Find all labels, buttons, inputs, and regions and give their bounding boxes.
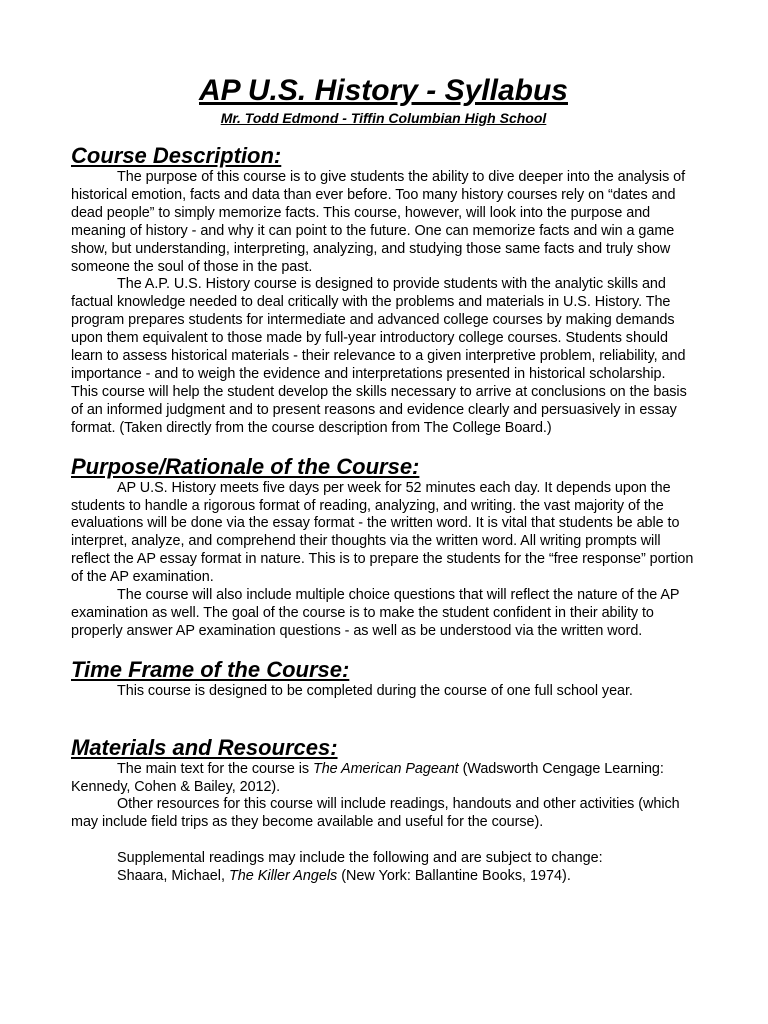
- materials-paragraph-2: Other resources for this course will include readings, handouts and other activities (which may include field trips as they become available and useful for the course).: [71, 796, 680, 831]
- section-course-description: [71, 143, 696, 438]
- spacer: [71, 832, 696, 850]
- course-description-paragraph-2: The A.P. U.S. History course is designed to provide students with the analytic skills and factual knowledge needed to deal critically with the problems and materials in U.S. History. The program prepares students for intermediate and advanced college courses by making demands upon them equivalent to those made by full-year introductory college courses. Students should learn to assess historical materials - their relevance to a given interpretive problem, reliability, and importance - and to weigh the evidence and interpretations presented in historical scholarship. This course will help the student develop the skills necessary to arrive at conclusions on the basis of an informed judgment and to present reasons and evidence clearly and persuasively in essay format. (Taken directly from the course description from The College Board.): [71, 276, 687, 436]
- section-materials: [71, 735, 696, 886]
- heading-materials: Materials and Resources:: [71, 734, 338, 760]
- supplemental-book-title: The Killer Angels: [228, 868, 338, 885]
- purpose-paragraph-2: The course will also include multiple choice questions that will reflect the nature of the AP examination as well. The goal of the course is to make the student confident in their ability to properly answer AP examination questions - as well as be understood via the written word.: [71, 587, 680, 639]
- supplemental-publication: (New York: Ballantine Books, 1974).: [337, 868, 571, 885]
- materials-text-after: (Wadsworth Cengage Learning: Kennedy, Cohen & Bailey, 2012).: [71, 760, 664, 795]
- heading-purpose: Purpose/Rationale of the Course:: [71, 453, 420, 479]
- course-description-paragraph-1: The purpose of this course is to give students the ability to dive deeper into the analysis of historical emotion, facts and data than ever before. Too many history courses rely on “dates and dead people” to simply memorize facts. This course, however, will look into the purpose and meaning of history - and why it can point to the future. One can memorize facts and win a game show, but understanding, interpreting, analyzing, and studying those same facts and truly show someone the soul of those in the past.: [71, 169, 686, 275]
- heading-course-description: Course Description:: [71, 143, 282, 168]
- supplemental-reading-entry: [71, 868, 696, 886]
- materials-text-before: The main text for the course is: [117, 760, 313, 777]
- purpose-paragraph-1: AP U.S. History meets five days per week for 52 minutes each day. It depends upon the students to handle a rigorous format of reading, analyzing, and writing. the vast majority of the evaluations will be done via the essay format - the written word. It is vital that students be able to interpret, analyze, and comprehend their thoughts via the written word. All writing prompts will reflect the AP essay format in nature. This is to prepare the students for the “free response” portion of the AP examination.: [71, 479, 694, 586]
- section-time-frame: [71, 657, 696, 701]
- supplemental-intro: Supplemental readings may include the following and are subject to change:: [117, 850, 603, 867]
- section-purpose: [71, 454, 696, 641]
- document-subtitle: Mr. Todd Edmond - Tiffin Columbian High School: [220, 110, 547, 126]
- supplemental-author: Shaara, Michael,: [117, 868, 229, 885]
- textbook-title: The American Pageant: [312, 760, 459, 777]
- time-frame-paragraph: This course is designed to be completed during the course of one full school year.: [117, 682, 633, 699]
- heading-time-frame: Time Frame of the Course:: [71, 656, 350, 682]
- document-title: AP U.S. History - Syllabus: [199, 74, 568, 107]
- materials-paragraph-1: [71, 761, 696, 797]
